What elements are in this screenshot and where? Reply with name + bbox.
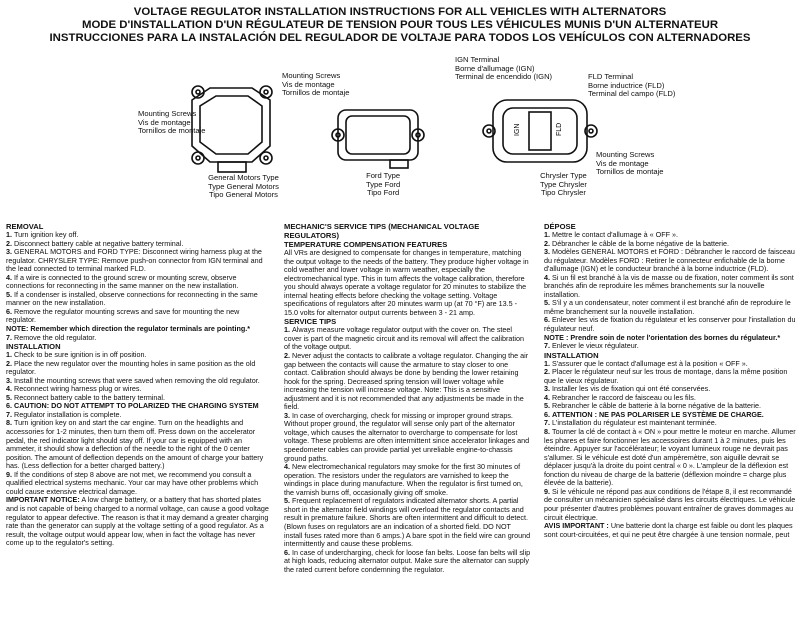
- gm-mounting-screws-label: Mounting Screws Vis de montage Tornillos de montaje: [138, 109, 206, 136]
- chrysler-regulator-drawing: [475, 88, 605, 178]
- install-step: 7. Regulator installation is complete.: [6, 409, 122, 419]
- install-step: 5. Reconnect battery cable to the battery terminal.: [6, 392, 166, 402]
- removal-step: 4. If a wire is connected to the ground screw or mounting screw, observe connections for reconnecting in the same manner on the new installation.: [6, 272, 239, 291]
- install-step: 9. If the conditions of step 8 above are not met, we recommend you consult a qualified electrical systems mechanic. Your car may have other problems which could cause extensive electrical damage.: [6, 469, 259, 496]
- temperature-heading: TEMPERATURE COMPENSATION FEATURES: [284, 240, 448, 249]
- service-tip: 1. Always measure voltage regulator output with the cover on. The steel cover is part of the magnetic circuit and its removal will affect the calibration of the voltage output.: [284, 325, 524, 352]
- chrysler-mounting-screws-label: Mounting Screws Vis de montage Tornillos de montaje: [596, 150, 664, 177]
- installation-heading: INSTALLATION: [6, 342, 61, 352]
- french-instructions-column: [544, 222, 796, 628]
- installation-heading-fr: INSTALLATION: [544, 350, 599, 360]
- service-tip: 2. Never adjust the contacts to calibrate a voltage regulator. Changing the air gap between the contacts will cause the armature to stay closer to one contact. Calibration should always be done by bending the lower retaining hook for the spring. Decreased spring tension will lower voltage while increasing the tension will increase voltage. Note: This is a sensitive adjustment and it is not recommended that any adjustments be made in the field.: [284, 351, 529, 412]
- install-step: 2. Place the new regulator over the mounting holes in same position as the old regulator.: [6, 358, 256, 377]
- important-notice: IMPORTANT NOTICE: A low charge battery, or a battery that has shorted plates and is not capable of being charged to a normal voltage, can cause a good voltage regulator to appear defective. The reason is that it may demand a greater charging rate than the generator can supply at the voltage setting of a good regulator. As a result, the voltage output would appear low, when in fact the voltage has never come up to the regulator's setting.: [6, 495, 269, 548]
- removal-step: 6. Remove the regulator mounting screws and save for mounting the new regulator.: [6, 306, 240, 325]
- depose-step: 4. Si un fil est branché à la vis de masse ou de fixation, noter comment ils sont branchés afin de reproduire les mêmes branchements sur la nouvelle installation.: [544, 272, 794, 299]
- install-step: 3. Install the mounting screws that were saved when removing the old regulator.: [6, 375, 260, 385]
- ign-terminal-label: IGN Terminal Borne d'allumage (IGN) Terminal de encendido (IGN): [455, 55, 553, 82]
- install-step: 8. Turn ignition key on and start the car engine. Turn on the headlights and accessories for 1-2 minutes, then turn them off. Press down on the accelerator pedal, the red indicator light should stay off. If your car is equipped with an ammeter, it should show a deflection of the needle to the right of the 0 center position. The amount of deflection depends on the amount of charge your battery has. (Less deflection for a better charged battery.): [6, 418, 264, 471]
- service-tip: 4. New electromechanical regulators may smoke for the first 30 minutes of operation. The resistors under the regulators are varnished to keep the windings in place during manufacture. When the regulator is first turned on, the varnish burns off, occasionally giving off smoke.: [284, 462, 523, 497]
- chrysler-ign-mark: IGN: [514, 123, 521, 136]
- install-step-fr: 3. Installer les vis de fixation qui ont été conservées.: [544, 384, 711, 394]
- depose-step: 7. Enlever le vieux régulateur.: [544, 341, 639, 351]
- chrysler-fld-mark: FLD: [556, 122, 563, 136]
- install-step-fr: 9. Si le véhicule ne répond pas aux conditions de l'étape 8, il est recommandé de consulter un mécanicien spécialisé dans les circuits électriques. Le véhicule pour présenter d'autres problèmes pouvant entraîner de graves dommages au circuit électrique.: [544, 486, 796, 522]
- removal-step: 2. Disconnect battery cable at negative battery terminal.: [6, 238, 184, 248]
- fld-terminal-label: FLD Terminal Borne inductrice (FLD) Terminal del campo (FLD): [588, 72, 676, 99]
- install-step-fr: 4. Rebrancher le raccord de faisceau ou les fils.: [544, 392, 696, 402]
- chrysler-type-label: Chrysler Type Type Chrysler Tipo Chrysler: [540, 171, 587, 198]
- service-tips-heading: SERVICE TIPS: [284, 317, 337, 327]
- removal-step: 1. Turn ignition key off.: [6, 230, 79, 239]
- regulator-diagrams: [0, 48, 800, 216]
- english-instructions-column: [6, 222, 271, 628]
- important-notice-fr: AVIS IMPORTANT : Une batterie dont la charge est faible ou dont les plaques sont court-circuitées, et qui ne peut être chargée à une tension normale, peut: [544, 521, 793, 539]
- install-step: 1. Check to be sure ignition is in off position.: [6, 350, 147, 360]
- install-step-fr: 7. L'installation du régulateur est maintenant terminée.: [544, 418, 717, 428]
- service-tip: 5. Frequent replacement of regulators indicated alternator shorts. A partial short in the alternator field windings will overload the regulator contacts and result in premature failure. Shorts are often intermittent and difficult to detect. (Blown fuses on regulators are an indication of a shorted field. DO NOT install fuses rated more than 6 amps.) A bare spot in the field wire can ground intermittently and cause these problems.: [284, 496, 531, 549]
- removal-step: 3. GENERAL MOTORS and FORD TYPE: Disconnect wiring harness plug at the regulator. CHRYSLER TYPE: Remove push-on connector from IGN terminal and the lead connected to terminal marked FLD.: [6, 247, 263, 274]
- depose-step: 1. Mettre le contact d'allumage à « OFF ».: [544, 230, 679, 239]
- title-spanish: INSTRUCCIONES PARA LA INSTALACIÓN DEL REGULADOR DE VOLTAJE PARA TODOS LOS VEHÍCULOS CON ALTERNADORES: [49, 32, 751, 44]
- install-step-fr: 8. Tourner la clé de contact à « ON » pour mettre le moteur en marche. Allumer les phares et faire fonctionner les accessoires durant 1 à 2 minutes, puis les éteindre. Appuyer sur l'accélérateur; le voyant lumineux rouge ne devrait pas s'allumer. Si le véhicule est doté d'un ampèremètre, son aiguille devrait se déplacer jusqu'à la droite du point central « 0 ». L'ampleur de la déflexion est fonction du niveau de charge de la batterie (déflexion moindre = charge plus élevée de la batterie).: [544, 427, 796, 488]
- install-step-caution: 6. CAUTION: DO NOT ATTEMPT TO POLARIZED THE CHARGING SYSTEM: [6, 401, 259, 411]
- install-step-fr: 1. S'assurer que le contact d'allumage est à la position « OFF ».: [544, 358, 748, 368]
- title-english: VOLTAGE REGULATOR INSTALLATION INSTRUCTIONS FOR ALL VEHICLES WITH ALTERNATORS: [133, 6, 667, 18]
- ford-mounting-screws-label: Mounting Screws Vis de montage Tornillos de montaje: [282, 71, 350, 98]
- depose-note: NOTE : Prendre soin de noter l'orientation des bornes du régulateur.*: [544, 332, 781, 342]
- title-french: MODE D'INSTALLATION D'UN RÉGULATEUR DE TENSION POUR TOUS LES VÉHICULES MUNIS D'UN ALTERNATEUR: [81, 19, 719, 31]
- ford-regulator-drawing: [328, 102, 428, 172]
- removal-heading: REMOVAL: [6, 222, 44, 231]
- install-step: 4. Reconnect wiring harness plug or wires.: [6, 384, 142, 394]
- service-tip: 6. In case of undercharging, check for loose fan belts. Loose fan belts will slip at high loads, reducing alternator output. Make sure the alternator can supply the rated current before condemning the regulator.: [284, 547, 531, 574]
- ford-type-label: Ford Type Type Ford Tipo Ford: [366, 171, 401, 198]
- install-step-fr-caution: 6. ATTENTION : NE PAS POLARISER LE SYSTÈME DE CHARGE.: [544, 409, 764, 419]
- depose-step: 5. S'il y a un condensateur, noter comment il est branché afin de reproduire le même branchement sur la nouvelle installation.: [544, 298, 791, 316]
- removal-step: 7. Remove the old regulator.: [6, 332, 97, 342]
- removal-step: 5. If a condenser is installed, observe connections for reconnecting in the same manner on the new installation.: [6, 289, 258, 308]
- title-block: [0, 6, 800, 45]
- gm-type-label: General Motors Type Type General Motors Tipo General Motors: [208, 173, 279, 200]
- service-tip: 3. In case of overcharging, check for missing or improper ground straps. Without proper ground, the regulator will sense only part of the alternator voltage, which causes the alternator to overcharge to compensate for lost voltage. These problems are often intermittent since accelerator linkages and speedometer cables can provide partial yet unreliable engine-to-chassis ground paths.: [284, 410, 530, 463]
- depose-step: 3. Modèles GENERAL MOTORS et FORD : Débrancher le raccord de faisceau du régulateur. Modèles FORD : Retirer le connecteur enfichable de la borne d'allumage (IGN) et le conducteur branché à la borne inductrice (FLD).: [544, 247, 795, 274]
- install-step-fr: 2. Placer le régulateur neuf sur les trous de montage, dans la même position que le vieux régulateur.: [544, 367, 788, 385]
- depose-heading: DÉPOSE: [544, 222, 576, 231]
- depose-step: 6. Enlever les vis de fixation du régulateur et les conserver pour l'installation du régulateur neuf.: [544, 315, 796, 334]
- service-tips-title: MECHANIC'S SERVICE TIPS (MECHANICAL VOLTAGE REGULATORS): [284, 222, 480, 240]
- removal-note: NOTE: Remember which direction the regulator terminals are pointing.*: [6, 324, 251, 334]
- install-step-fr: 5. Rebrancher le câble de batterie à la borne négative de la batterie.: [544, 401, 761, 411]
- depose-step: 2. Débrancher le câble de la borne négative de la batterie.: [544, 238, 730, 248]
- service-tips-column: [284, 222, 531, 628]
- temperature-text: All VRs are designed to compensate for changes in temperature, matching the output voltage to the needs of the battery. They produce higher voltage in cold weather and lower voltage in warm weather, especially the electromechanical type. This in turn affects the voltage calibration, therefore you should always operate a voltage regulator for 20 minutes to stabilize the internal heating effects before checking the voltage setting. Voltage specifications of regulators after 20 minutes warm up (at 70 °F) are 13.5 - 15.0 volts for alternator output currents between 3 - 21 amp.: [284, 248, 529, 317]
